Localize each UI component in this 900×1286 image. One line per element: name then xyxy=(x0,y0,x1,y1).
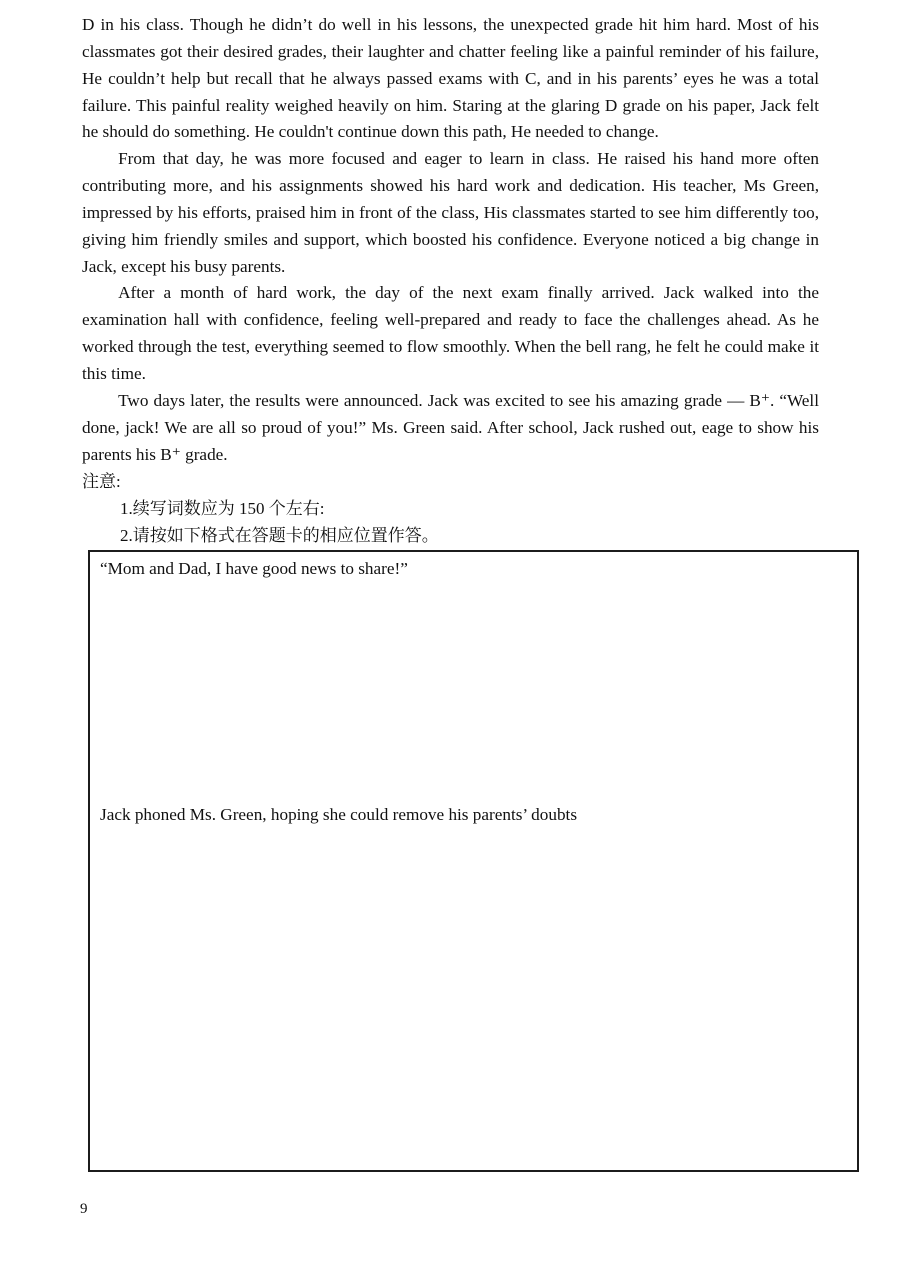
continuation-prompt-1: “Mom and Dad, I have good news to share!” xyxy=(100,559,408,579)
answer-writing-box xyxy=(88,550,859,1172)
continuation-prompt-2: Jack phoned Ms. Green, hoping she could remove his parents’ doubts xyxy=(100,805,578,825)
story-paragraph-4: Two days later, the results were announced. Jack was excited to see his amazing grade — B⁺. “Well done, jack! We are all so proud of you!” Ms. Green said. After school, Jack rushed out, eage to show his parents his B⁺ grade. xyxy=(82,390,819,464)
note-item-1: 1.续写词数应为 150 个左右: xyxy=(120,499,325,519)
text-column xyxy=(82,12,819,1172)
story-paragraph-3: After a month of hard work, the day of the next exam finally arrived. Jack walked into the examination hall with confidence, feeling well-prepared and ready to face the challenges ahead. As he worked through the test, everything seemed to flow smoothly. When the bell rang, he felt he could make it this time. xyxy=(82,283,819,383)
story-paragraph-continuation: D in his class. Though he didn’t do well in his lessons, the unexpected grade hit him hard. Most of his classmates got their desired grades, their laughter and chatter feeling like a painful reminder of his failure, He couldn’t help but recall that he always passed exams with C, and in his parents’ eyes he was a total failure. This painful reality weighed heavily on him. Staring at the glaring D grade on his paper, Jack felt he should do something. He couldn't continue down this path, He needed to change. xyxy=(82,15,819,142)
page-number: 9 xyxy=(80,1201,88,1217)
writing-space-1 xyxy=(100,581,847,802)
note-item-2: 2.请按如下格式在答题卡的相应位置作答。 xyxy=(120,526,439,546)
notes-label: 注意: xyxy=(82,472,121,492)
story-paragraph-2: From that day, he was more focused and eager to learn in class. He raised his hand more often contributing more, and his assignments showed his hard work and dedication. His teacher, Ms Green, impressed by his efforts, praised him in front of the class, His classmates started to see him differently too, giving him friendly smiles and support, which boosted his confidence. Everyone noticed a big change in Jack, except his busy parents. xyxy=(82,149,819,276)
